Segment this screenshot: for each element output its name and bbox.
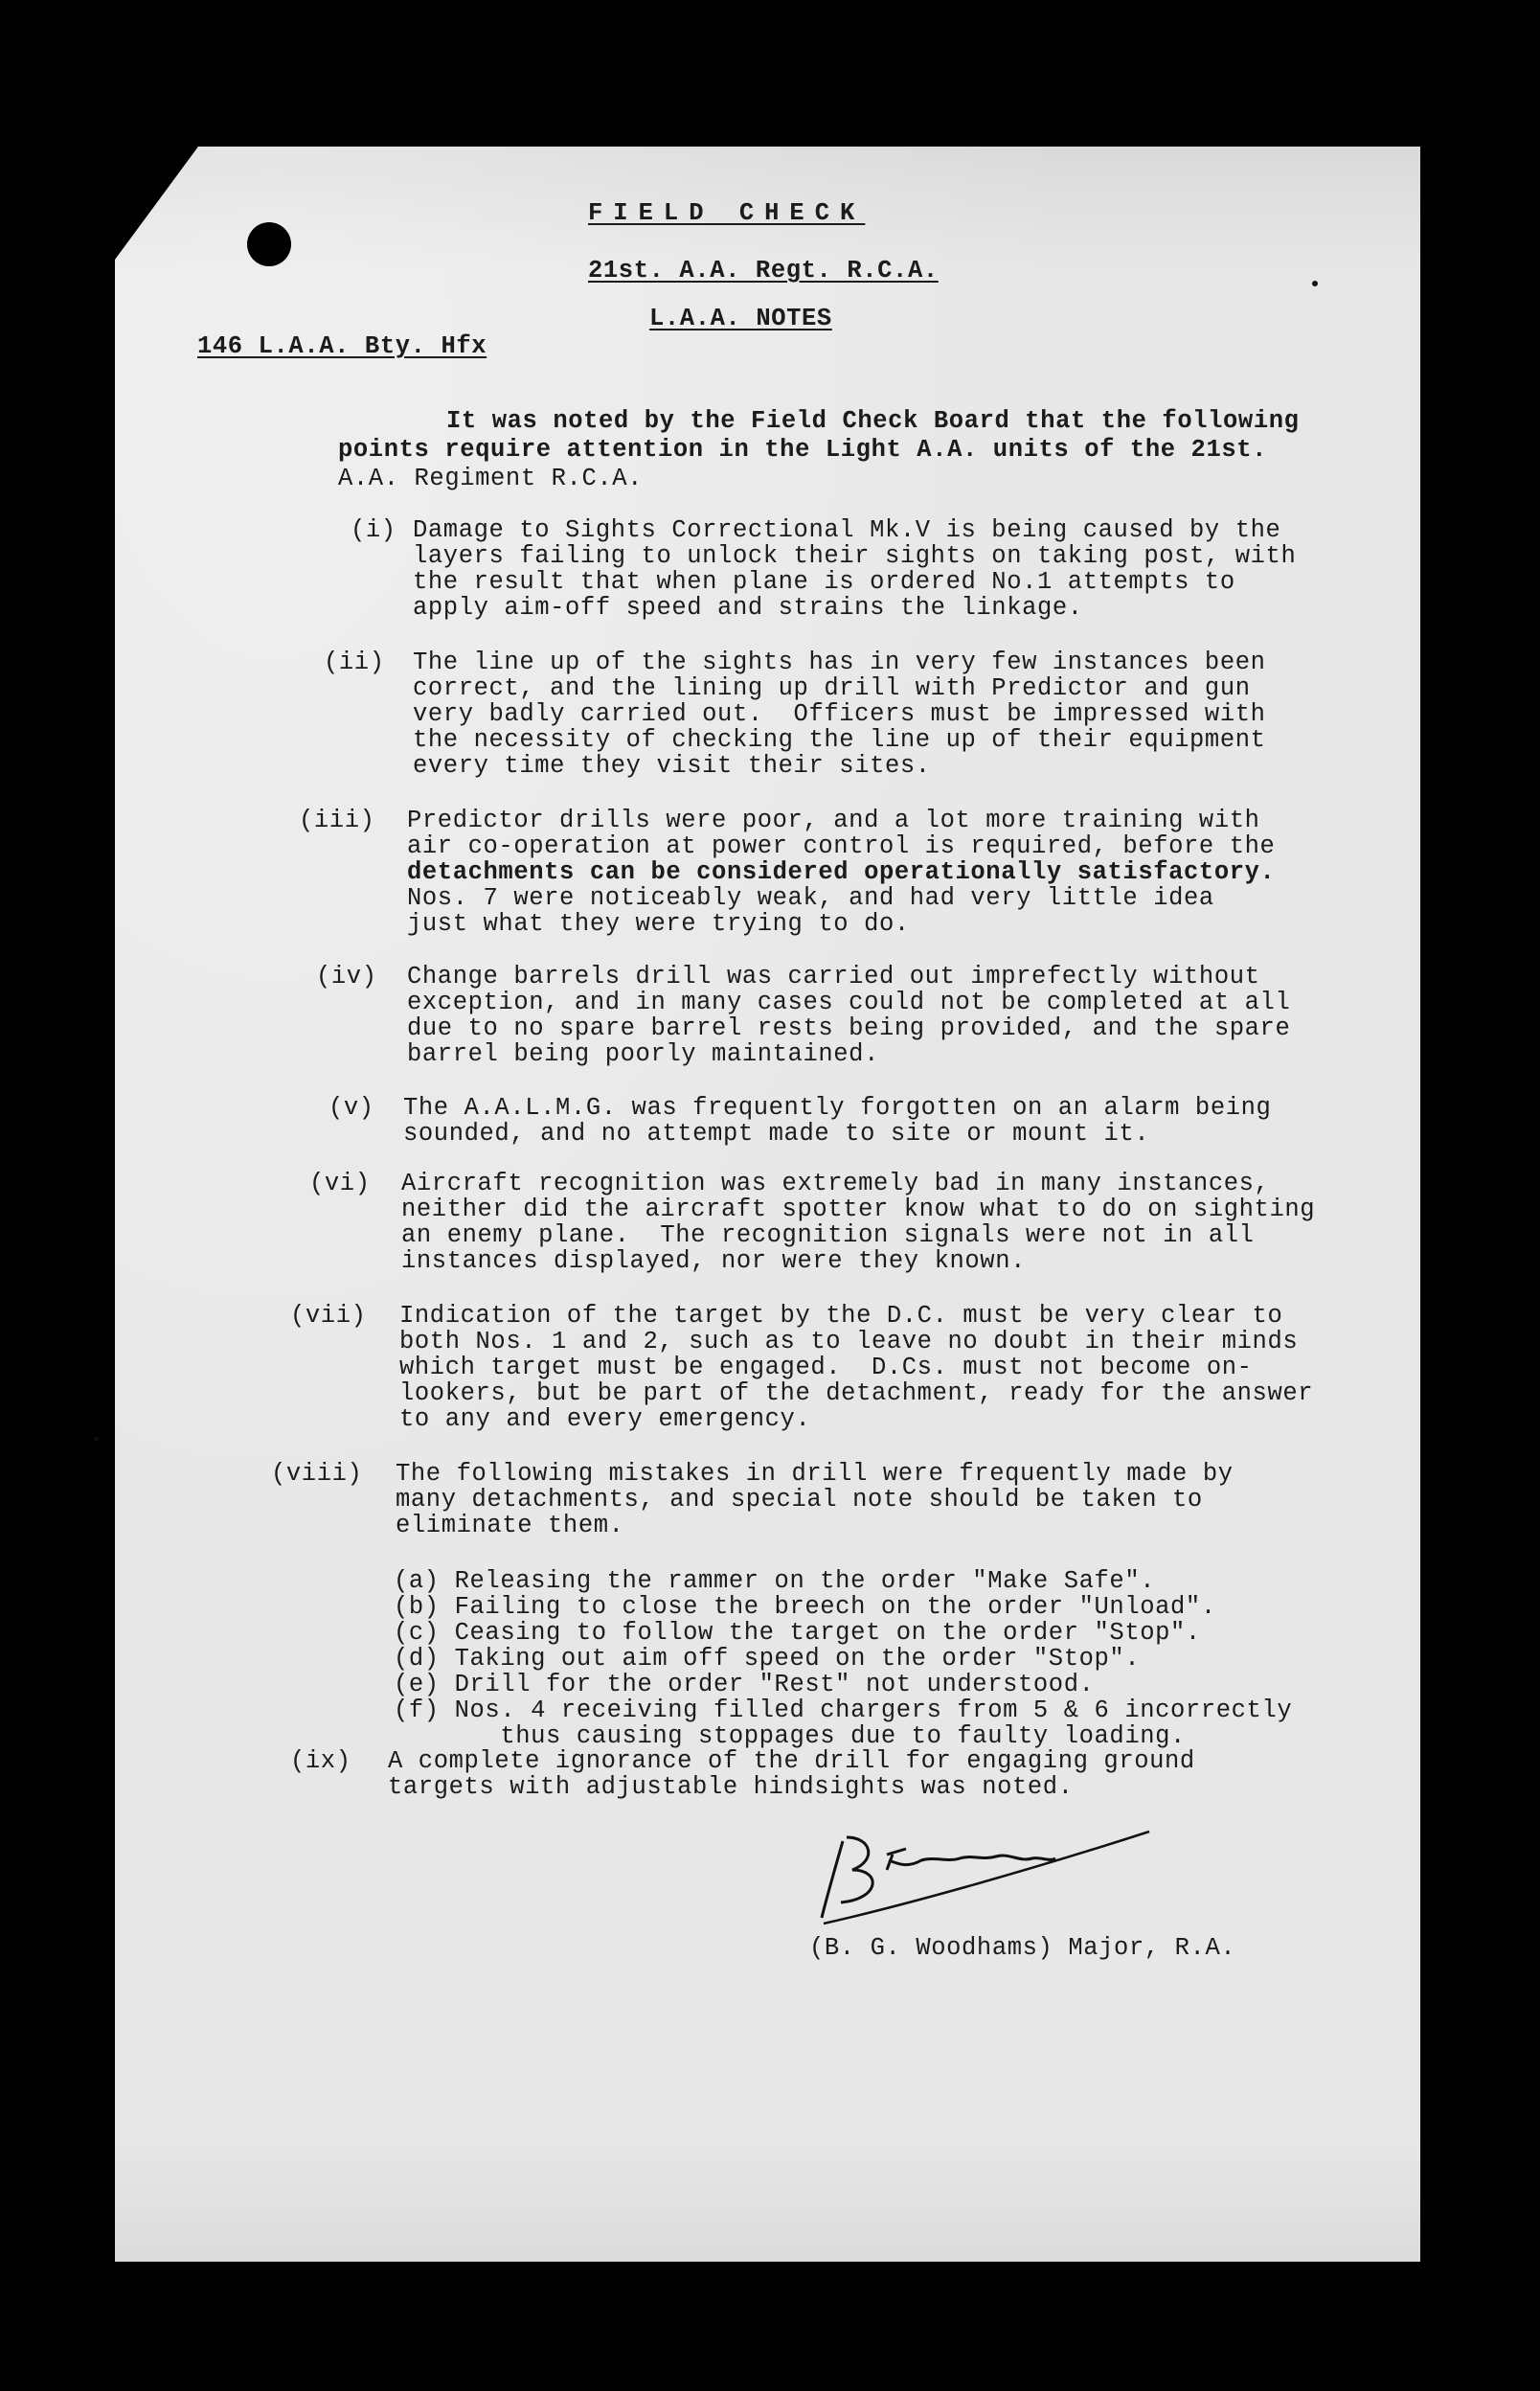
item-line: lookers, but be part of the detachment, ready for the answer [399, 1379, 1314, 1407]
item-line: layers failing to unlock their sights on taking post, with [413, 542, 1297, 570]
item-line: the result that when plane is ordered No.1 attempts to [413, 568, 1235, 596]
regiment-heading: 21st. A.A. Regt. R.C.A. [588, 257, 939, 285]
ink-speck [94, 1437, 99, 1441]
item-line: Nos. 7 were noticeably weak, and had very little idea [407, 884, 1214, 912]
item-line: The line up of the sights has in very few instances been [413, 649, 1266, 676]
intro-line: A.A. Regiment R.C.A. [338, 465, 644, 492]
item-line: apply aim-off speed and strains the linkage. [413, 594, 1083, 622]
item-line: eliminate them. [396, 1512, 624, 1539]
item-line: Change barrels drill was carried out imprefectly without [407, 963, 1260, 991]
item-line: barrel being poorly maintained. [407, 1040, 879, 1068]
item-line: correct, and the lining up drill with Predictor and gun [413, 674, 1251, 702]
item-line: air co-operation at power control is required, before the [407, 832, 1276, 860]
subitem-line: (d) Taking out aim off speed on the order "Stop". [394, 1645, 1141, 1673]
item-line: an enemy plane. The recognition signals were not in all [401, 1221, 1255, 1249]
item-line: The A.A.L.M.G. was frequently forgotten on an alarm being [403, 1094, 1272, 1122]
subitem-line: thus causing stoppages due to faulty loading. [394, 1722, 1186, 1750]
item-number: (i) [351, 516, 396, 544]
item-number: (vi) [309, 1170, 371, 1197]
item-line: Aircraft recognition was extremely bad in many instances, [401, 1170, 1270, 1197]
document-title: FIELD CHECK [588, 199, 866, 227]
item-line: Indication of the target by the D.C. must be very clear to [399, 1302, 1283, 1330]
battery-label: 146 L.A.A. Bty. Hfx [197, 332, 487, 360]
item-line: both Nos. 1 and 2, such as to leave no doubt in their minds [399, 1328, 1299, 1355]
item-line: Predictor drills were poor, and a lot more training with [407, 807, 1260, 834]
item-line: many detachments, and special note should be taken to [396, 1486, 1203, 1514]
item-line: to any and every emergency. [399, 1405, 811, 1433]
item-number: (viii) [271, 1460, 363, 1488]
subitem-line: (f) Nos. 4 receiving filled chargers from 5 & 6 incorrectly [394, 1696, 1293, 1724]
item-line: Damage to Sights Correctional Mk.V is being caused by the [413, 516, 1281, 544]
subitem-line: (c) Ceasing to follow the target on the order "Stop". [394, 1619, 1201, 1647]
item-number: (ix) [290, 1747, 351, 1775]
item-line: targets with adjustable hindsights was noted. [388, 1773, 1074, 1801]
item-number: (iii) [299, 807, 375, 834]
item-number: (vii) [290, 1302, 367, 1330]
punch-hole [247, 222, 291, 266]
item-line: every time they visit their sites. [413, 752, 931, 780]
item-line: The following mistakes in drill were frequently made by [396, 1460, 1234, 1488]
item-line: A complete ignorance of the drill for engaging ground [388, 1747, 1195, 1775]
ink-speck [1312, 281, 1318, 286]
item-line: neither did the aircraft spotter know what to do on sighting [401, 1196, 1316, 1223]
notes-heading: L.A.A. NOTES [649, 305, 832, 332]
signature-block: (B. G. Woodhams) Major, R.A. [809, 1934, 1236, 1962]
handwritten-signature [814, 1810, 1159, 1935]
intro-line: It was noted by the Field Check Board that the following [446, 407, 1300, 435]
subitem-line: (b) Failing to close the breech on the order "Unload". [394, 1593, 1216, 1621]
item-line: very badly carried out. Officers must be impressed with [413, 700, 1266, 728]
item-line: just what they were trying to do. [407, 910, 910, 938]
intro-line: points require attention in the Light A.A. units of the 21st. [338, 436, 1268, 464]
subitem-line: (a) Releasing the rammer on the order "Make Safe". [394, 1567, 1156, 1595]
item-number: (v) [328, 1094, 374, 1122]
subitem-line: (e) Drill for the order "Rest" not understood. [394, 1671, 1095, 1698]
item-line: sounded, and no attempt made to site or mount it. [403, 1120, 1150, 1148]
item-line: instances displayed, nor were they known. [401, 1247, 1027, 1275]
item-number: (ii) [324, 649, 385, 676]
item-line: which target must be engaged. D.Cs. must not become on- [399, 1354, 1253, 1381]
item-line: due to no spare barrel rests being provided, and the spare [407, 1014, 1291, 1042]
item-line: detachments can be considered operationally satisfactory. [407, 858, 1276, 886]
item-number: (iv) [316, 963, 377, 991]
item-line: the necessity of checking the line up of their equipment [413, 726, 1266, 754]
item-line: exception, and in many cases could not be completed at all [407, 989, 1291, 1016]
